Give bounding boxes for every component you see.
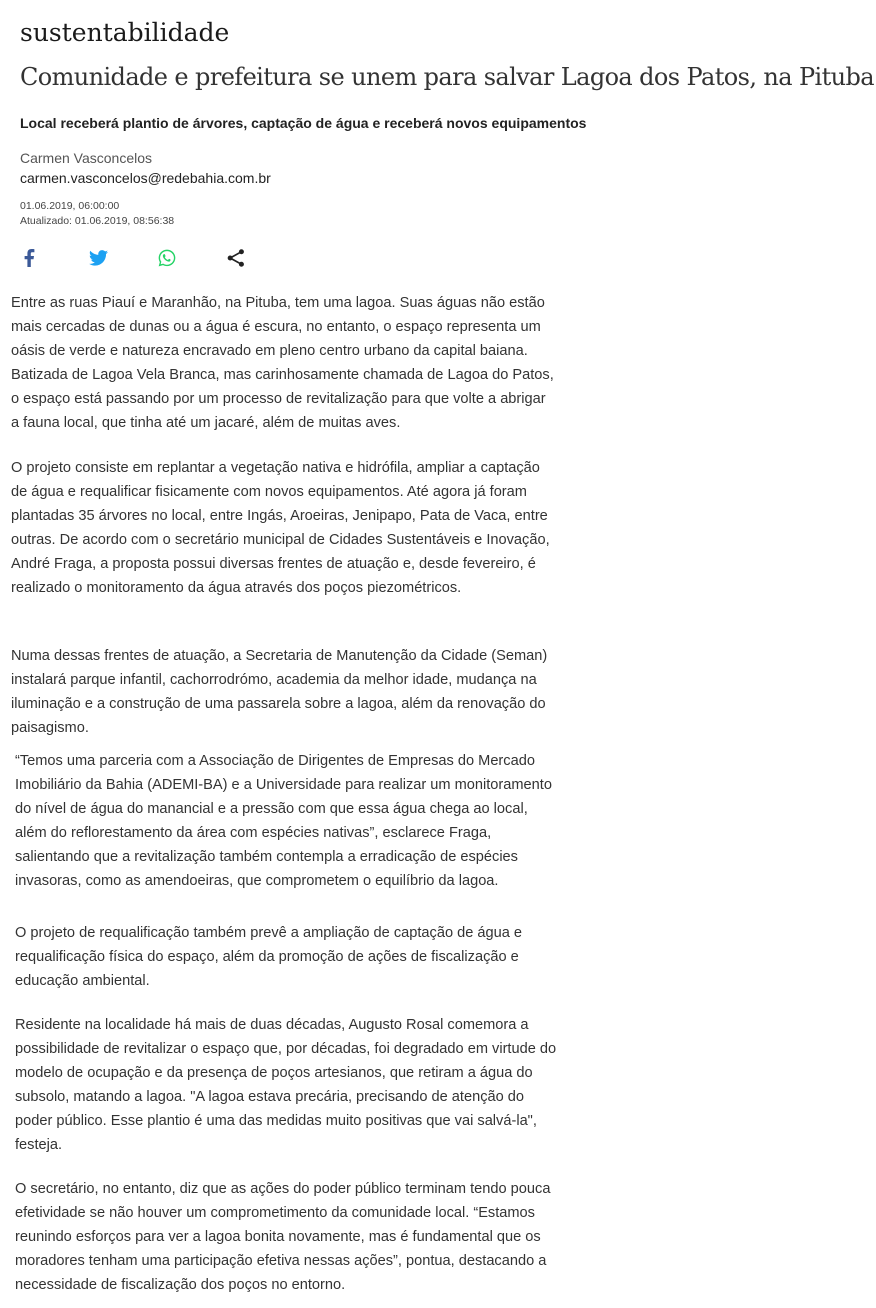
author-email[interactable]: carmen.vasconcelos@redebahia.com.br xyxy=(20,170,271,186)
published-date: 01.06.2019, 06:00:00 xyxy=(20,200,120,212)
quote-paragraph: “Temos uma parceria com a Associação de Dirigentes de Empresas do Mercado Imobiliário da Bahia (ADEMI-BA) e a Universidade para realizar um monitoramento do nível de água do manancial e a pressão com que essa água chega ao local, além do reflorestamento da área com espécies nativas”, esclarece Fraga, salientando que a revitalização também contempla a erradicação de espécies invasoras, como as amendoeiras, que comprometem o equilíbrio da lagoa. xyxy=(15,753,552,889)
whatsapp-icon xyxy=(157,248,177,268)
author-name: Carmen Vasconcelos xyxy=(20,150,153,166)
body-paragraph: O projeto de requalificação também prevê a ampliação de captação de água e requalificação física do espaço, além da promoção de ações de fiscalização e educação ambiental. xyxy=(15,925,523,989)
facebook-share-button[interactable] xyxy=(18,246,42,270)
share-icon xyxy=(226,248,246,268)
article-headline: Comunidade e prefeitura se unem para salvar Lagoa dos Patos, na Pituba xyxy=(20,63,874,91)
twitter-share-button[interactable] xyxy=(86,246,110,270)
article-subheadline: Local receberá plantio de árvores, captação de água e receberá novos equipamentos xyxy=(20,115,587,131)
twitter-icon xyxy=(89,250,108,266)
body-paragraph: O projeto consiste em replantar a vegetação nativa e hidrófila, ampliar a captação de água e requalificar fisicamente com novos equipamentos. Até agora já foram plantadas 35 árvores no local, entre Ingás, Aroeiras, Jenipapo, Pata de Vaca, entre outras. De acordo com o secretário municipal de Cidades Sustentáveis e Inovação, André Fraga, a proposta possui diversas frentes de atuação e, desde fevereiro, é realizado o monitoramento da água através dos poços piezométricos. xyxy=(11,460,550,596)
body-paragraph: Residente na localidade há mais de duas décadas, Augusto Rosal comemora a possibilidade de revitalizar o espaço que, por décadas, foi degradado em virtude do modelo de ocupação e da presença de poços artesianos, que retiram a água do subsolo, matando a lagoa. "A lagoa estava precária, precisando de atenção do poder público. Esse plantio é uma das medidas muito positivas que vai salvá-la", festeja. xyxy=(15,1017,557,1153)
body-paragraph: Numa dessas frentes de atuação, a Secretaria de Manutenção da Cidade (Seman) instalará parque infantil, cachorrodrómo, academia da melhor idade, mudança na iluminação e a construção de uma passarela sobre a lagoa, além da renovação do paisagismo. xyxy=(11,648,548,736)
updated-date: Atualizado: 01.06.2019, 08:56:38 xyxy=(20,215,175,227)
section-label[interactable]: sustentabilidade xyxy=(20,18,230,47)
whatsapp-share-button[interactable] xyxy=(155,246,179,270)
facebook-icon xyxy=(24,249,36,267)
body-paragraph: O secretário, no entanto, diz que as ações do poder público terminam tendo pouca efetividade se não houver um comprometimento da comunidade local. “Estamos reunindo esforços para ver a lagoa bonita novamente, mas é fundamental que os moradores tenham uma participação efetiva nessas ações”, pontua, destacando a necessidade de fiscalização dos poços no entorno. xyxy=(15,1181,551,1293)
share-button[interactable] xyxy=(224,246,248,270)
body-paragraph: Entre as ruas Piauí e Maranhão, na Pituba, tem uma lagoa. Suas águas não estão mais cercadas de dunas ou a água é escura, no entanto, o espaço representa um oásis de verde e natureza encravado em pleno centro urbano da capital baiana. Batizada de Lagoa Vela Branca, mas carinhosamente chamada de Lagoa do Patos, o espaço está passando por um processo de revitalização para que volte a abrigar a fauna local, que tinha até um jacaré, além de muitas aves. xyxy=(11,295,554,431)
